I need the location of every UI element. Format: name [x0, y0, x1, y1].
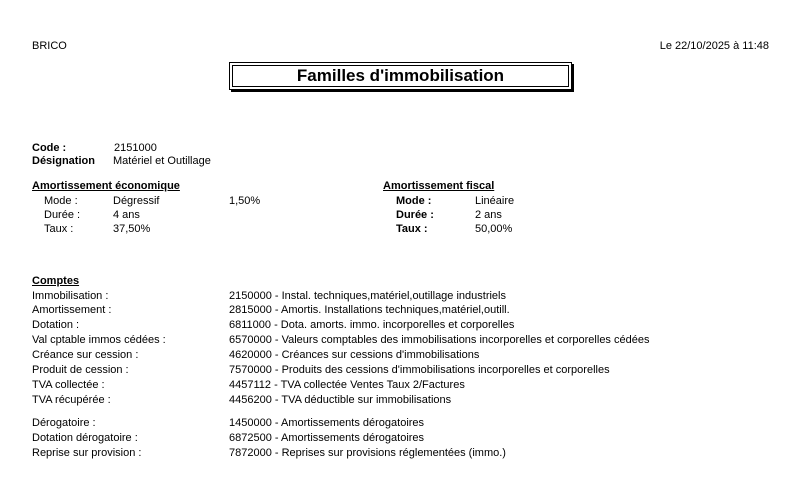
compte-value: 6811000 - Dota. amorts. immo. incorporelles et corporelles: [229, 319, 515, 331]
compte-value: 4620000 - Créances sur cessions d'immobilisations: [229, 349, 480, 361]
amort-eco-duree-label: Durée :: [44, 209, 81, 221]
compte-value: 7570000 - Produits des cessions d'immobilisations incorporelles et corporelles: [229, 364, 610, 376]
company-name: BRICO: [32, 40, 67, 52]
amort-fiscal-heading: Amortissement fiscal: [383, 180, 495, 192]
amort-eco-taux-label: Taux :: [44, 223, 74, 235]
compte-label: TVA récupérée :: [32, 394, 111, 406]
compte-label: Dotation dérogatoire :: [32, 432, 138, 444]
compte-label: Dotation :: [32, 319, 80, 331]
report-title: [229, 62, 572, 90]
compte-label: Créance sur cession :: [32, 349, 139, 361]
amort-fiscal-taux-value: 50,00%: [475, 223, 513, 235]
compte-value: 4456200 - TVA déductible sur immobilisations: [229, 394, 452, 406]
compte-value: 6570000 - Valeurs comptables des immobilisations incorporelles et corporelles cédées: [229, 334, 650, 346]
amort-eco-heading: Amortissement économique: [32, 180, 180, 192]
amort-fiscal-mode-label: Mode :: [396, 195, 432, 207]
code-label: Code :: [32, 142, 67, 154]
compte-value: 7872000 - Reprises sur provisions réglementées (immo.): [229, 447, 506, 459]
compte-label: TVA collectée :: [32, 379, 105, 391]
compte-value: 2815000 - Amortis. Installations techniques,matériel,outill.: [229, 304, 510, 316]
report-title-text: Familles d'immobilisation: [296, 66, 505, 85]
compte-value: 1450000 - Amortissements dérogatoires: [229, 417, 425, 429]
comptes-heading: Comptes: [32, 275, 80, 287]
compte-label: Dérogatoire :: [32, 417, 96, 429]
compte-label: Immobilisation :: [32, 290, 109, 302]
amort-eco-mode-rate: 1,50%: [229, 195, 261, 207]
amort-fiscal-mode-value: Linéaire: [475, 195, 515, 207]
compte-value: 2150000 - Instal. techniques,matériel,outillage industriels: [229, 290, 506, 302]
compte-label: Val cptable immos cédées :: [32, 334, 166, 346]
amort-fiscal-duree-label: Durée :: [396, 209, 434, 221]
amort-fiscal-duree-value: 2 ans: [475, 209, 502, 221]
amort-eco-taux-value: 37,50%: [113, 223, 151, 235]
amort-eco-mode-value: Dégressif: [113, 195, 160, 207]
compte-label: Produit de cession :: [32, 364, 129, 376]
amort-eco-mode-label: Mode :: [44, 195, 78, 207]
report-date: Le 22/10/2025 à 11:48: [659, 40, 769, 52]
compte-value: 4457112 - TVA collectée Ventes Taux 2/Factures: [229, 379, 465, 391]
compte-value: 6872500 - Amortissements dérogatoires: [229, 432, 425, 444]
compte-label: Amortissement :: [32, 304, 112, 316]
code-value: 2151000: [114, 142, 157, 154]
amort-eco-duree-value: 4 ans: [113, 209, 140, 221]
designation-value: Matériel et Outillage: [113, 155, 211, 167]
compte-label: Reprise sur provision :: [32, 447, 142, 459]
designation-label: Désignation: [32, 155, 95, 167]
amort-fiscal-taux-label: Taux :: [396, 223, 428, 235]
